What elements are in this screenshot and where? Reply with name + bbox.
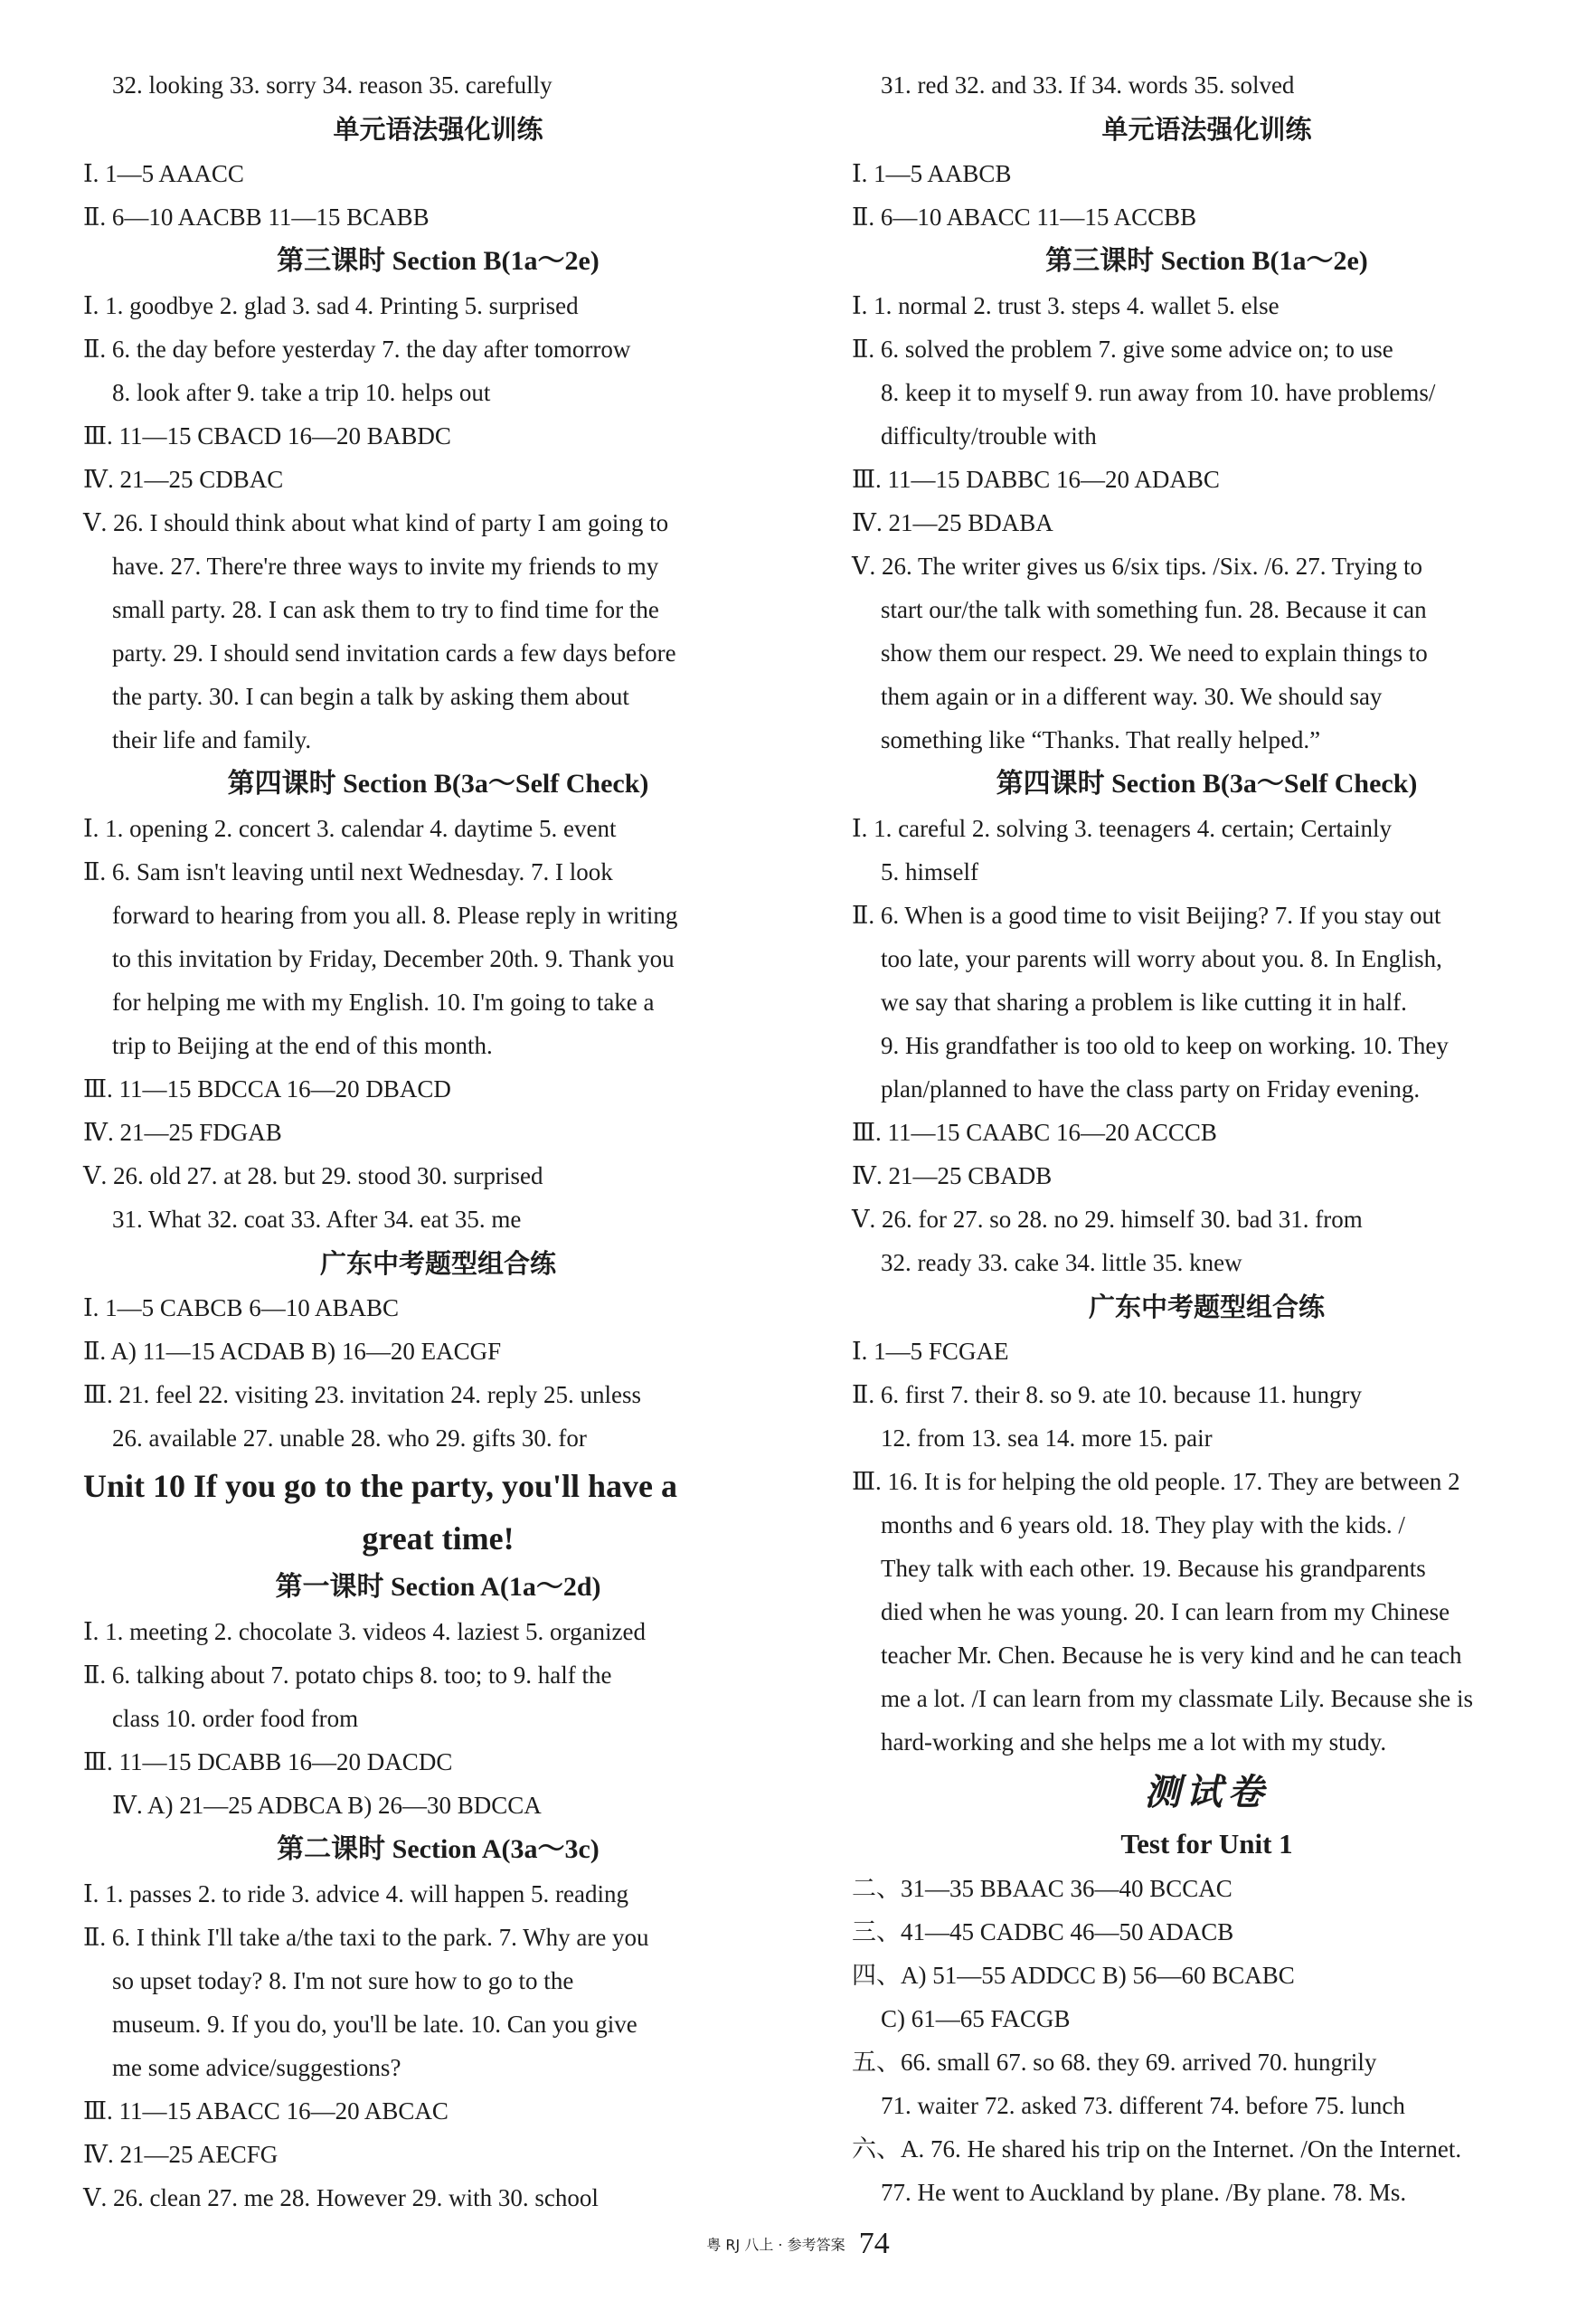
lesson-heading: 第一课时 Section A(1a～2d) <box>275 1572 601 1602</box>
answer-line: something like “Thanks. That really helped.” <box>881 726 1321 753</box>
test-paper-title: 测试卷 <box>1144 1771 1270 1813</box>
answer-line: Ⅴ. 26. old 27. at 28. but 29. stood 30. surprised <box>83 1162 543 1189</box>
answer-line: Ⅴ. 26. clean 27. me 28. However 29. with 30. school <box>83 2184 599 2211</box>
answer-line: Ⅱ. 6—10 ABACC 11—15 ACCBB <box>852 203 1197 231</box>
answer-line: Ⅳ. A) 21—25 ADBCA B) 26—30 BDCCA <box>112 1792 542 1819</box>
answer-line: Ⅱ. 6. Sam isn't leaving until next Wednesday. 7. I look <box>83 858 613 885</box>
answer-line: 77. He went to Auckland by plane. /By plane. 78. Ms. <box>881 2179 1407 2206</box>
answer-line: me some advice/suggestions? <box>112 2054 401 2081</box>
answer-line: C) 61—65 FACGB <box>881 2005 1071 2032</box>
answer-line: Ⅲ. 11—15 ABACC 16—20 ABCAC <box>83 2097 449 2125</box>
lesson-heading: 第三课时 Section B(1a～2e) <box>1045 246 1368 276</box>
answer-line: 12. from 13. sea 14. more 15. pair <box>881 1424 1213 1452</box>
lesson-heading: 第四课时 Section B(3a～Self Check) <box>996 769 1418 799</box>
answer-line: them again or in a different way. 30. We should say <box>881 683 1383 710</box>
answer-line: we say that sharing a problem is like cutting it in half. <box>881 989 1407 1016</box>
answer-line: Ⅰ. 1—5 AAACC <box>83 160 244 187</box>
answer-line: Ⅰ. 1—5 AABCB <box>852 160 1012 187</box>
section-heading: 单元语法强化训练 <box>1101 114 1312 145</box>
test-unit-title: Test for Unit 1 <box>1120 1828 1293 1860</box>
section-heading: 广东中考题型组合练 <box>1088 1292 1325 1322</box>
answer-line: 五、66. small 67. so 68. they 69. arrived 70. hungrily <box>852 2049 1377 2076</box>
footer-label: 粤 RJ 八上 · 参考答案 <box>706 2236 845 2254</box>
answer-line: Ⅴ. 26. The writer gives us 6/six tips. /Six. /6. 27. Trying to <box>852 553 1423 580</box>
answer-line: Ⅲ. 11—15 CBACD 16—20 BABDC <box>83 422 451 450</box>
answer-line: Ⅰ. 1—5 FCGAE <box>852 1338 1009 1365</box>
answer-line: 8. keep it to myself 9. run away from 10. have problems/ <box>881 379 1436 406</box>
answer-line: the party. 30. I can begin a talk by asking them about <box>112 683 629 710</box>
answer-line: Ⅰ. 1. passes 2. to ride 3. advice 4. will happen 5. reading <box>83 1880 629 1907</box>
answer-line: Ⅱ. 6. first 7. their 8. so 9. ate 10. because 11. hungry <box>852 1381 1362 1408</box>
answer-line: Ⅳ. 21—25 BDABA <box>852 509 1053 536</box>
page-footer <box>0 2227 1596 2261</box>
answer-line: Ⅲ. 21. feel 22. visiting 23. invitation 24. reply 25. unless <box>83 1381 641 1408</box>
answer-line: to this invitation by Friday, December 20th. 9. Thank you <box>112 945 675 972</box>
answer-line: 32. looking 33. sorry 34. reason 35. carefully <box>112 71 552 99</box>
answer-line: Ⅲ. 16. It is for helping the old people. 17. They are between 2 <box>852 1468 1460 1495</box>
answer-line: 8. look after 9. take a trip 10. helps out <box>112 379 491 406</box>
answer-line: Ⅲ. 11—15 CAABC 16—20 ACCCB <box>852 1119 1217 1146</box>
answer-line: Ⅳ. 21—25 FDGAB <box>83 1119 282 1146</box>
answer-line: Ⅳ. 21—25 CDBAC <box>83 466 284 493</box>
answer-line: teacher Mr. Chen. Because he is very kind and he can teach <box>881 1642 1462 1669</box>
answer-line: 31. red 32. and 33. If 34. words 35. solved <box>881 71 1295 99</box>
section-heading: 单元语法强化训练 <box>333 114 543 145</box>
lesson-heading: 第三课时 Section B(1a～2e) <box>277 246 600 276</box>
answer-line: difficulty/trouble with <box>881 422 1097 450</box>
answer-line: Ⅰ. 1. normal 2. trust 3. steps 4. wallet 5. else <box>852 292 1280 319</box>
answer-line: Ⅳ. 21—25 CBADB <box>852 1162 1053 1189</box>
answer-line: Ⅱ. A) 11—15 ACDAB B) 16—20 EACGF <box>83 1338 502 1365</box>
answer-line: Ⅰ. 1—5 CABCB 6—10 ABABC <box>83 1294 399 1321</box>
answer-line: 三、41—45 CADBC 46—50 ADACB <box>852 1918 1234 1945</box>
answer-line: months and 6 years old. 18. They play with the kids. / <box>881 1511 1405 1538</box>
answer-line: Ⅱ. 6—10 AACBB 11—15 BCABB <box>83 203 430 231</box>
answer-line: Ⅳ. 21—25 AECFG <box>83 2141 279 2168</box>
answer-line: Ⅱ. 6. I think I'll take a/the taxi to the park. 7. Why are you <box>83 1924 649 1951</box>
answer-line: forward to hearing from you all. 8. Please reply in writing <box>112 902 678 929</box>
answer-line: Ⅴ. 26. for 27. so 28. no 29. himself 30. bad 31. from <box>852 1206 1363 1233</box>
answer-line: 71. waiter 72. asked 73. different 74. before 75. lunch <box>881 2092 1405 2119</box>
answer-line: 32. ready 33. cake 34. little 35. knew <box>881 1249 1242 1276</box>
answer-line: 六、A. 76. He shared his trip on the Internet. /On the Internet. <box>852 2135 1462 2163</box>
answer-line: 26. available 27. unable 28. who 29. gifts 30. for <box>112 1424 587 1452</box>
section-heading: 广东中考题型组合练 <box>319 1248 556 1279</box>
answer-line: class 10. order food from <box>112 1705 359 1732</box>
answer-line: died when he was young. 20. I can learn from my Chinese <box>881 1598 1450 1625</box>
answer-line: trip to Beijing at the end of this month. <box>112 1032 493 1059</box>
answer-line: me a lot. /I can learn from my classmate Lily. Because she is <box>881 1685 1474 1712</box>
answer-line: museum. 9. If you do, you'll be late. 10. Can you give <box>112 2011 637 2038</box>
answer-line: Ⅰ. 1. meeting 2. chocolate 3. videos 4. laziest 5. organized <box>83 1618 646 1645</box>
unit-title: Unit 10 If you go to the party, you'll have a <box>83 1468 678 1504</box>
answer-line: hard-working and she helps me a lot with my study. <box>881 1728 1387 1756</box>
answer-line: Ⅱ. 6. When is a good time to visit Beijing? 7. If you stay out <box>852 902 1441 929</box>
answer-line: too late, your parents will worry about you. 8. In English, <box>881 945 1442 972</box>
answer-line: Ⅱ. 6. the day before yesterday 7. the day after tomorrow <box>83 336 631 363</box>
answer-line: small party. 28. I can ask them to try to find time for the <box>112 596 659 623</box>
answer-line: Ⅲ. 11—15 DABBC 16—20 ADABC <box>852 466 1220 493</box>
answer-line: 9. His grandfather is too old to keep on working. 10. They <box>881 1032 1449 1059</box>
answer-line: party. 29. I should send invitation cards a few days before <box>112 639 676 667</box>
answer-line: show them our respect. 29. We need to explain things to <box>881 639 1428 667</box>
answer-line: They talk with each other. 19. Because his grandparents <box>881 1555 1426 1582</box>
answer-line: Ⅰ. 1. goodbye 2. glad 3. sad 4. Printing 5. surprised <box>83 292 579 319</box>
answer-line: 二、31—35 BBAAC 36—40 BCCAC <box>852 1875 1232 1902</box>
answer-line: their life and family. <box>112 726 312 753</box>
answer-line: Ⅴ. 26. I should think about what kind of party I am going to <box>83 509 669 536</box>
lesson-heading: 第二课时 Section A(3a～3c) <box>277 1834 600 1864</box>
answer-line: Ⅰ. 1. opening 2. concert 3. calendar 4. daytime 5. event <box>83 815 617 842</box>
answer-line: have. 27. There're three ways to invite my friends to my <box>112 553 659 580</box>
answer-line: for helping me with my English. 10. I'm going to take a <box>112 989 655 1016</box>
answer-line: Ⅰ. 1. careful 2. solving 3. teenagers 4. certain; Certainly <box>852 815 1392 842</box>
left-column <box>83 63 793 2220</box>
lesson-heading: 第四课时 Section B(3a～Self Check) <box>227 769 649 799</box>
unit-title-continued: great time! <box>362 1520 515 1557</box>
answer-line: 31. What 32. coat 33. After 34. eat 35. me <box>112 1206 522 1233</box>
answer-line: 四、A) 51—55 ADDCC B) 56—60 BCABC <box>852 1962 1295 1989</box>
page-number: 74 <box>858 2227 890 2260</box>
answer-line: Ⅱ. 6. talking about 7. potato chips 8. too; to 9. half the <box>83 1661 612 1689</box>
answer-line: so upset today? 8. I'm not sure how to go to the <box>112 1967 574 1994</box>
right-column <box>852 63 1562 2214</box>
answer-line: Ⅲ. 11—15 DCABB 16—20 DACDC <box>83 1748 453 1775</box>
answer-line: Ⅲ. 11—15 BDCCA 16—20 DBACD <box>83 1075 451 1103</box>
answer-line: Ⅱ. 6. solved the problem 7. give some advice on; to use <box>852 336 1393 363</box>
answer-line: start our/the talk with something fun. 28. Because it can <box>881 596 1427 623</box>
answer-line: plan/planned to have the class party on Friday evening. <box>881 1075 1421 1103</box>
answer-line: 5. himself <box>881 858 978 885</box>
